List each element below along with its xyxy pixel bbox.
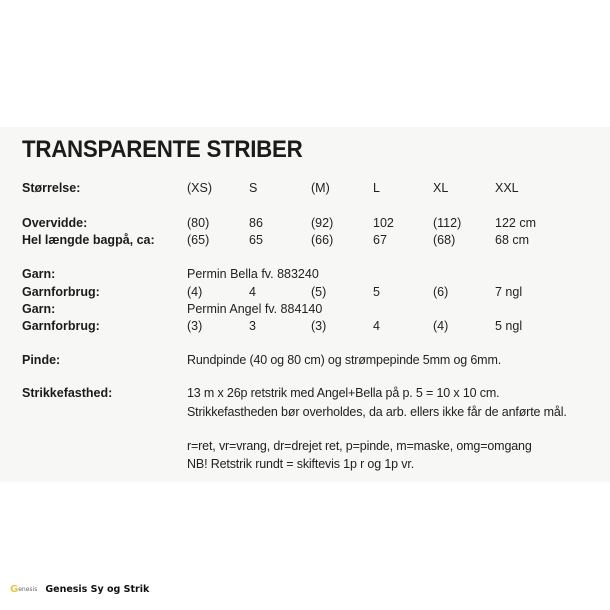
pattern-title: TRANSPARENTE STRIBER — [22, 136, 303, 163]
chest-width-l: 102 — [373, 216, 394, 230]
chest-width-xs: (80) — [187, 216, 210, 230]
chest-width-label: Overvidde: — [22, 216, 88, 230]
size-xxl: XXL — [495, 181, 519, 195]
yarn-2-usage-l: 4 — [373, 319, 380, 333]
yarn-1-usage-xl: (6) — [433, 285, 449, 299]
yarn-1-usage-l: 5 — [373, 285, 380, 299]
gauge-line-1: 13 m x 26p retstrik med Angel+Bella på p. 5 = 10 x 10 cm. — [187, 386, 500, 400]
yarn-2-label: Garn: — [22, 302, 56, 316]
back-length-l: 67 — [373, 233, 387, 247]
yarn-1-usage-xs: (4) — [187, 285, 203, 299]
yarn-1-value: Permin Bella fv. 883240 — [187, 267, 319, 281]
yarn-2-value: Permin Angel fv. 884140 — [187, 302, 323, 316]
yarn-1-usage-label: Garnforbrug: — [22, 285, 100, 299]
yarn-1-usage-m: (5) — [311, 285, 327, 299]
yarn-2-usage-s: 3 — [249, 319, 256, 333]
genesis-logo-icon — [10, 584, 37, 595]
yarn-1-usage-xxl: 7 ngl — [495, 285, 523, 299]
needles-value: Rundpinde (40 og 80 cm) og strømpepinde 5mm og 6mm. — [187, 353, 502, 367]
back-length-s: 65 — [249, 233, 263, 247]
shop-name: Genesis Sy og Strik — [45, 584, 150, 595]
shop-footer — [10, 584, 149, 595]
sizes-label: Størrelse: — [22, 181, 81, 195]
needles-label: Pinde: — [22, 353, 61, 367]
back-length-xxl: 68 cm — [495, 233, 530, 247]
yarn-2-usage-label: Garnforbrug: — [22, 319, 100, 333]
abbreviations-line-1: r=ret, vr=vrang, dr=drejet ret, p=pinde, m=maske, omg=omgang — [187, 439, 532, 453]
yarn-1-label: Garn: — [22, 267, 56, 281]
chest-width-s: 86 — [249, 216, 263, 230]
chest-width-m: (92) — [311, 216, 334, 230]
yarn-2-usage-xl: (4) — [433, 319, 449, 333]
gauge-line-2: Strikkefastheden bør overholdes, da arb. ellers ikke får de anførte mål. — [187, 405, 567, 419]
size-xl: XL — [433, 181, 449, 195]
back-length-m: (66) — [311, 233, 334, 247]
size-l: L — [373, 181, 380, 195]
back-length-xs: (65) — [187, 233, 210, 247]
logo-text: enesis — [18, 586, 38, 593]
yarn-1-usage-s: 4 — [249, 285, 256, 299]
size-xs: (XS) — [187, 181, 212, 195]
back-length-xl: (68) — [433, 233, 456, 247]
chest-width-xl: (112) — [433, 216, 462, 230]
gauge-label: Strikkefasthed: — [22, 386, 113, 400]
yarn-2-usage-m: (3) — [311, 319, 327, 333]
back-length-label: Hel længde bagpå, ca: — [22, 233, 155, 247]
size-s: S — [249, 181, 258, 195]
abbreviations-line-2: NB! Retstrik rundt = skiftevis 1p r og 1p vr. — [187, 457, 415, 471]
yarn-2-usage-xs: (3) — [187, 319, 203, 333]
yarn-2-usage-xxl: 5 ngl — [495, 319, 523, 333]
size-m: (M) — [311, 181, 330, 195]
logo-letter: G — [10, 584, 19, 595]
chest-width-xxl: 122 cm — [495, 216, 536, 230]
